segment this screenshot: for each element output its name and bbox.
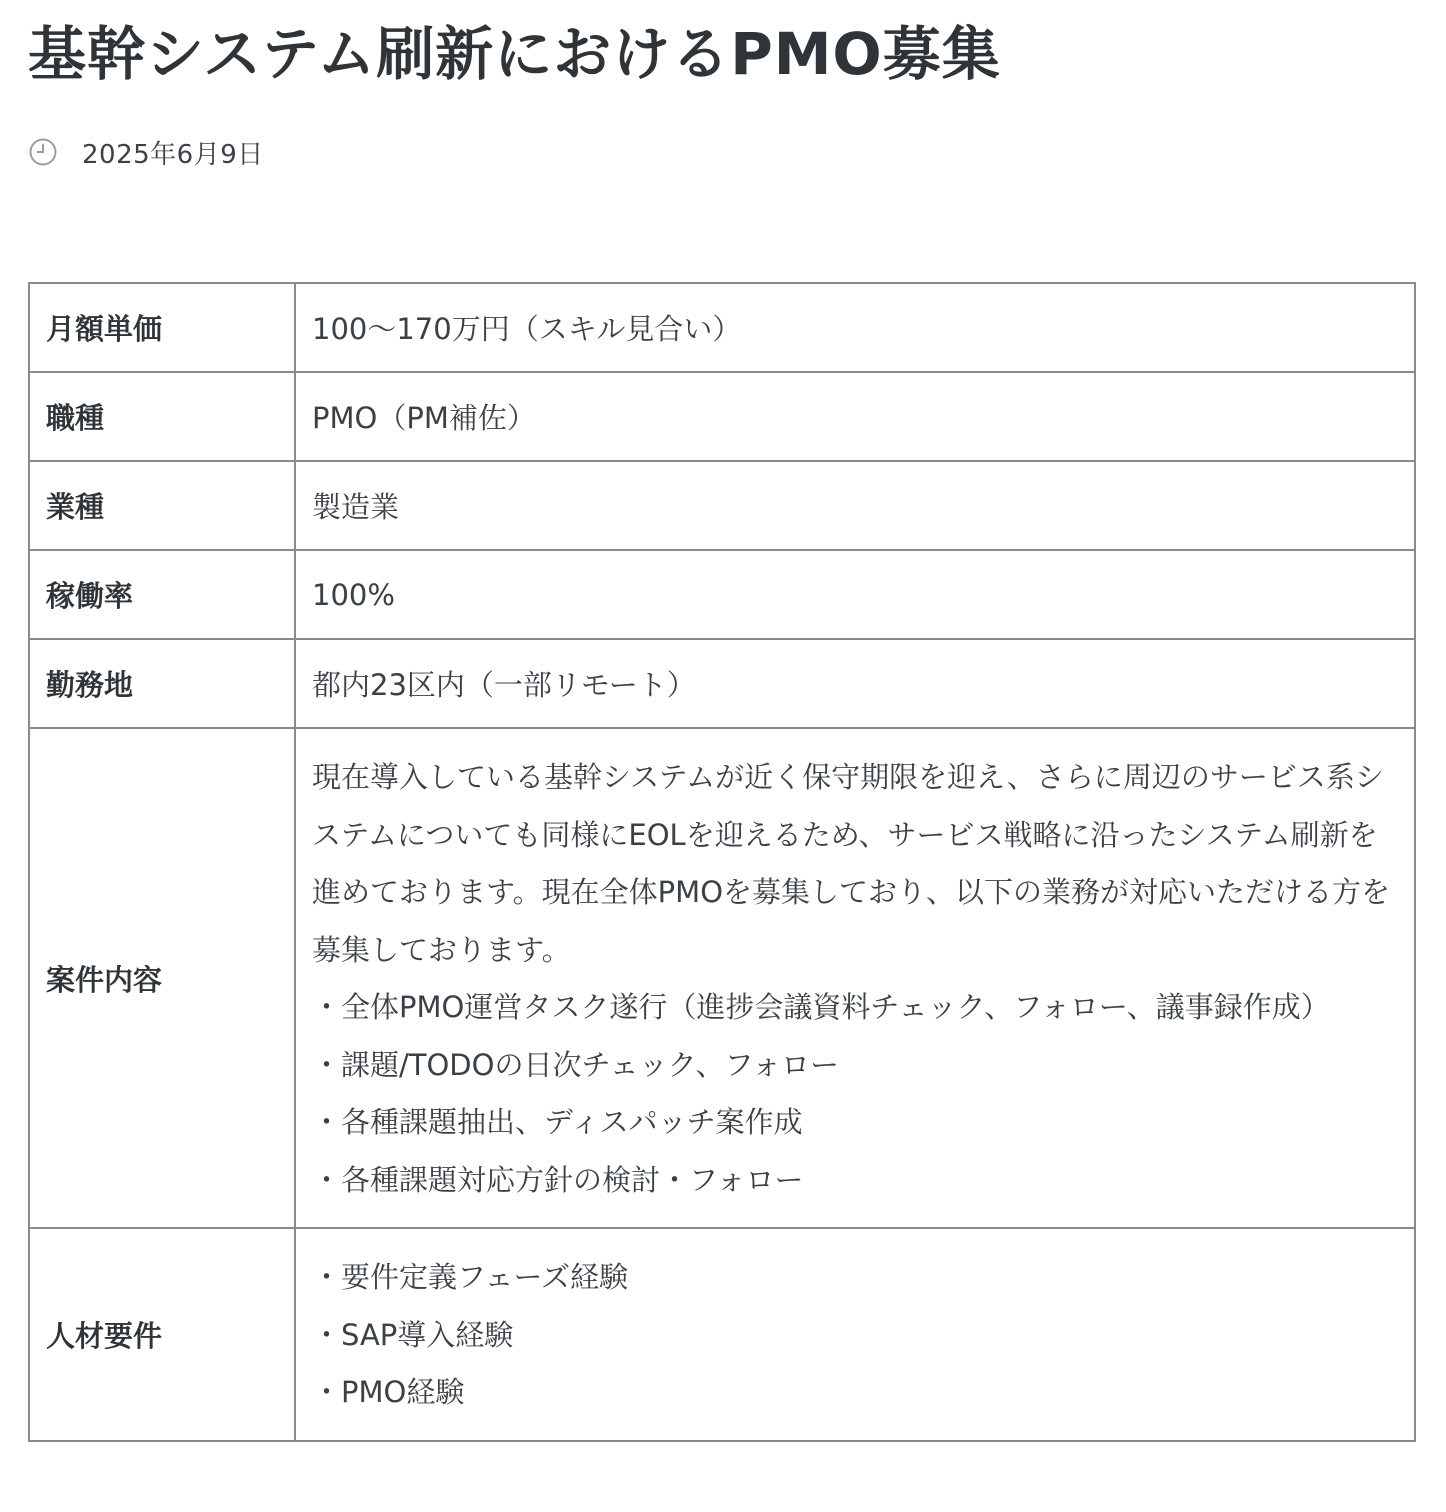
row-value: 100〜170万円（スキル見合い） [295,283,1415,372]
row-label: 稼働率 [29,550,295,639]
table-row-job-type [29,372,1415,461]
content-intro: 現在導入している基幹システムが近く保守期限を迎え、さらに周辺のサービス系システムについても同様にEOLを迎えるため、サービス戦略に沿ったシステム刷新を進めております。現在全体PMOを募集しており、以下の業務が対応いただける方を募集しております。 [312,760,1391,967]
clock-icon [28,137,58,167]
post-date: 2025年6月9日 [82,139,264,170]
list-item: ・要件定義フェーズ経験 [312,1260,629,1294]
list-item: ・各種課題抽出、ディスパッチ案作成 [312,1105,803,1139]
table-row-location [29,639,1415,728]
table-row-industry [29,461,1415,550]
row-label: 人材要件 [29,1228,295,1441]
row-label: 勤務地 [29,639,295,728]
row-value-requirements [295,1228,1415,1441]
row-value-content [295,728,1415,1228]
row-value: 製造業 [295,461,1415,550]
table-row-requirements [29,1228,1415,1441]
list-item: ・課題/TODOの日次チェック、フォロー [312,1047,839,1082]
list-item: ・全体PMO運営タスク遂行（進捗会議資料チェック、フォロー、議事録作成） [312,990,1330,1024]
row-value: 100% [295,550,1415,639]
row-label: 業種 [29,461,295,550]
list-item: ・各種課題対応方針の検討・フォロー [312,1162,804,1197]
list-item: ・PMO経験 [312,1375,465,1409]
row-label: 案件内容 [29,728,295,1228]
page-title: 基幹システム刷新におけるPMO募集 [28,20,1001,88]
row-label: 月額単価 [29,283,295,372]
row-value: 都内23区内（一部リモート） [295,639,1415,728]
job-spec-table [28,282,1416,1442]
row-label: 職種 [29,372,295,461]
table-row-content [29,728,1415,1228]
table-row-price [29,283,1415,372]
post-meta [28,130,264,174]
row-value: PMO（PM補佐） [295,372,1415,461]
list-item: ・SAP導入経験 [312,1317,514,1352]
table-row-utilization [29,550,1415,639]
